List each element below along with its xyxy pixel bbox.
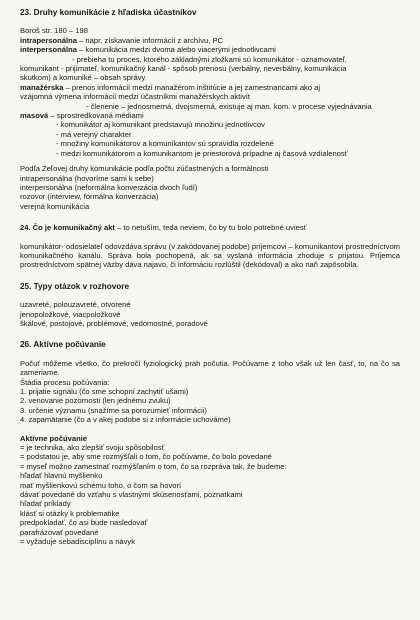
active-listening-line: predpokladať, čo asi bude nasledovať bbox=[20, 518, 148, 528]
interpersonal-sub-1: - prebieha tu proces, ktorého základnými zložkami sú komunikátor - oznamovateľ, bbox=[72, 54, 347, 64]
active-listening-heading: Aktívne počúvanie bbox=[20, 433, 88, 443]
active-listening-line: hľadať hlavnú myšlienku bbox=[20, 471, 103, 481]
section-26-paragraph: Počuť môžeme všetko, čo prekročí fyziologický prah počutia. Počúvame z toho však už len časť, to, na čo sa zameriame. bbox=[20, 358, 400, 378]
stadia-item: 3. určenie významu (snažíme sa porozumieť informácii) bbox=[20, 405, 207, 415]
mass-item: - množiny komunikátorov a komunikantov sú spravidla rozdelené bbox=[56, 139, 274, 149]
question-type-line: škálové, postojové, problémové, vedomostné, poradové bbox=[20, 318, 208, 328]
mass-item: - medzi komunikátorom a komunikantom je priestorová prípadne aj časová vzdialenosť bbox=[56, 148, 348, 158]
managerial-sub-1: vzájomná výmena informácií medzi účastníkmi manažérskych aktivít bbox=[20, 92, 251, 102]
intrapersonal-line bbox=[20, 36, 404, 45]
interpersonal-desc: – komunikácia medzi dvoma alebo viacerými jednotlivcami bbox=[76, 45, 276, 55]
intrapersonal-term: intrapersonálna bbox=[20, 35, 77, 45]
managerial-term: manažérska bbox=[20, 82, 64, 92]
interpersonal-line bbox=[20, 45, 404, 54]
active-listening-line: mať myšlienkovú schému toho, o čom sa hovorí bbox=[20, 480, 182, 490]
section-24-paragraph: komunikátor- odosielateľ odovzdáva správu (v zakódovanej podobe) príjemcovi – komunikantovi prostredníctvom komunikačného kanálu. Správa bola pochopená, ak sa vyslaná informácia zhoduje s prijatou. Príjemca prostredníctvom spätnej väzby dáva najavo, či informáciu rozlúštil (dekódoval) a ako naň zapôsobila. bbox=[20, 241, 400, 270]
active-listening-line: klásť si otázky k problematike bbox=[20, 508, 120, 518]
active-listening-line: = vyžaduje sebadisciplínu a návyk bbox=[20, 537, 136, 547]
managerial-desc: – prenos informácií medzi manažérom inštitúcie a jej zamestnancami ako aj bbox=[63, 82, 321, 92]
question-type-line: jenopoložkové, viacpoložkové bbox=[20, 309, 121, 319]
section-24-heading bbox=[20, 223, 404, 232]
active-listening-line: dávať povedané do vzťahu s vlastnými skúsenosťami, poznatkami bbox=[20, 490, 243, 500]
interpersonal-sub-3: skutkom) a komuniké – obsah správy bbox=[20, 73, 146, 83]
zelova-intro: Podľa Zeľovej druhy komunikácie podľa počtu zúčastnených a formálnosti bbox=[20, 164, 269, 174]
section-23-reference: Boroš str. 180 – 198 bbox=[20, 26, 88, 36]
zelova-item: interpersonálna (neformálna konverzácia dvoch ľudí) bbox=[20, 182, 198, 192]
interpersonal-sub-2: komunikant - prijímateľ, komunikačný kanál - spôsob prenosu (verbálny, neverbálny, komunikácia bbox=[20, 64, 347, 74]
active-listening-line: = myseľ možno zamestnať rozmýšľaním o tom, čo sa rozpráva tak, že budeme: bbox=[20, 461, 287, 471]
stadia-item: 2. venovanie pozornosti (len jednému zvuku) bbox=[20, 396, 171, 406]
mass-term: masová bbox=[20, 111, 49, 121]
section-26-title: 26. Aktívne počúvanie bbox=[20, 340, 106, 350]
managerial-sub-2: - členenie – jednosmerná, dvojsmerná, existuje aj man. kom. v procese vyjednávania bbox=[86, 101, 372, 111]
zelova-item: rozovor (interview, formálna konverzácia) bbox=[20, 192, 159, 202]
section-24-title: 24. Čo je komunikačný akt bbox=[20, 223, 115, 233]
active-listening-line: parafrázovať povedané bbox=[20, 527, 99, 537]
interpersonal-term: interpersonálna bbox=[20, 45, 77, 55]
active-listening-line: = podstatou je, aby sme rozmýšľali o tom, čo počúvame, čo bolo povedané bbox=[20, 452, 272, 462]
zelova-item: verejná komunikácia bbox=[20, 201, 90, 211]
managerial-line bbox=[20, 83, 404, 92]
active-listening-line: hľadať príklady bbox=[20, 499, 71, 509]
section-24-title-note: – to netuším, teda neviem, čo by tu bolo potrebné uviesť bbox=[114, 223, 307, 233]
active-listening-line: = je technika, ako zlepšiť svoju spôsobilosť bbox=[20, 443, 165, 453]
mass-item: - má verejný charakter bbox=[56, 129, 132, 139]
stadia-item: 1. prijatie signálu (čo sme schopní zachytiť ušami) bbox=[20, 387, 189, 396]
stadia-item: 4. zapamätanie (čo a v akej podobe si z informácie uchováme) bbox=[20, 415, 231, 425]
stadia-heading: Štádia procesu počúvania: bbox=[20, 377, 110, 387]
mass-desc: – sprostredkovaná médiami bbox=[48, 111, 144, 121]
mass-line bbox=[20, 111, 404, 120]
intrapersonal-desc: – napr. získavanie informácií z archívu, PC bbox=[76, 35, 223, 45]
section-25-title: 25. Typy otázok v rozhovore bbox=[20, 281, 130, 291]
mass-item: - komunikátor aj komunikant predstavujú množinu jednotlivcov bbox=[56, 120, 265, 130]
question-type-line: uzavreté, polouzavreté, otvorené bbox=[20, 300, 131, 310]
zelova-item: intrapersonálna (hovoríme sami k sebe) bbox=[20, 173, 154, 183]
section-23-title: 23. Druhy komunikácie z hľadiska účastníkov bbox=[20, 8, 197, 17]
